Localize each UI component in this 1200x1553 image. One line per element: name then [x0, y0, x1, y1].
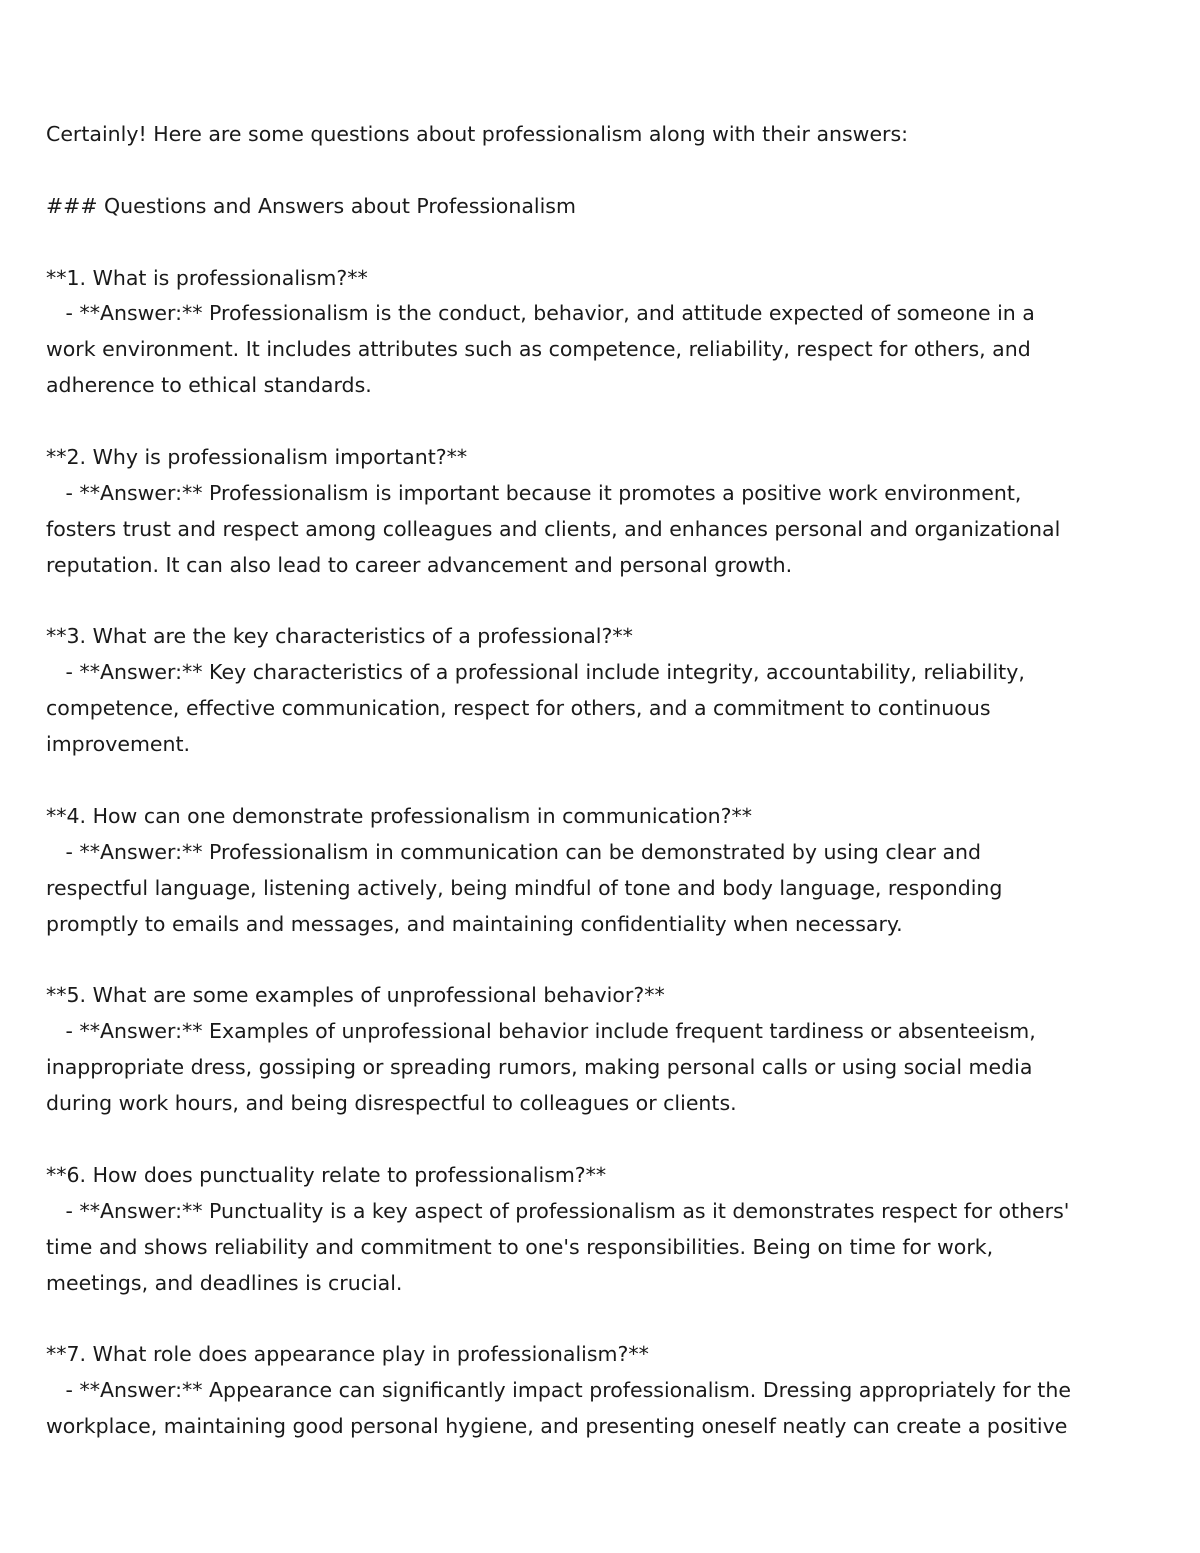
question-3: **3. What are the key characteristics of a professional?** [46, 624, 633, 649]
answer-3-line-2: competence, effective communication, respect for others, and a commitment to continuous [46, 696, 991, 721]
answer-6-line-2: time and shows reliability and commitment to one's responsibilities. Being on time for work, [46, 1234, 994, 1259]
question-6: **6. How does punctuality relate to professionalism?** [46, 1162, 607, 1187]
spacer [46, 225, 1158, 261]
answer-1-line-2: work environment. It includes attributes such as competence, reliability, respect for others, and [46, 337, 1031, 362]
answer-7-line-1: - **Answer:** Appearance can significantly impact professionalism. Dressing appropriately for the [46, 1378, 1071, 1403]
spacer [46, 153, 1158, 189]
spacer [46, 763, 1158, 799]
answer-1-line-1: - **Answer:** Professionalism is the conduct, behavior, and attitude expected of someone in a [46, 301, 1035, 326]
spacer [46, 1301, 1158, 1337]
question-5: **5. What are some examples of unprofessional behavior?** [46, 983, 665, 1008]
document-body [46, 117, 1158, 1445]
answer-7-line-2: workplace, maintaining good personal hygiene, and presenting oneself neatly can create a positive [46, 1414, 1068, 1439]
answer-2-line-1: - **Answer:** Professionalism is important because it promotes a positive work environment, [46, 480, 1022, 505]
answer-4-line-1: - **Answer:** Professionalism in communication can be demonstrated by using clear and [46, 839, 982, 864]
answer-2-line-2: fosters trust and respect among colleagues and clients, and enhances personal and organizational [46, 516, 1061, 541]
answer-5-line-1: - **Answer:** Examples of unprofessional behavior include frequent tardiness or absenteeism, [46, 1019, 1036, 1044]
answer-4-line-2: respectful language, listening actively, being mindful of tone and body language, responding [46, 875, 1003, 900]
answer-1-line-3: adherence to ethical standards. [46, 373, 372, 398]
section-heading: ### Questions and Answers about Professionalism [46, 193, 576, 218]
answer-5-line-2: inappropriate dress, gossiping or spreading rumors, making personal calls or using social media [46, 1055, 1033, 1080]
spacer [46, 1122, 1158, 1158]
spacer [46, 584, 1158, 620]
spacer [46, 404, 1158, 440]
spacer [46, 942, 1158, 978]
question-1: **1. What is professionalism?** [46, 265, 368, 290]
question-2: **2. Why is professionalism important?** [46, 445, 468, 470]
answer-6-line-1: - **Answer:** Punctuality is a key aspect of professionalism as it demonstrates respect for others' [46, 1198, 1070, 1223]
answer-3-line-1: - **Answer:** Key characteristics of a professional include integrity, accountability, reliability, [46, 660, 1025, 685]
question-7: **7. What role does appearance play in professionalism?** [46, 1342, 649, 1367]
intro-text: Certainly! Here are some questions about professionalism along with their answers: [46, 122, 909, 146]
answer-5-line-3: during work hours, and being disrespectful to colleagues or clients. [46, 1091, 737, 1116]
answer-6-line-3: meetings, and deadlines is crucial. [46, 1270, 403, 1295]
answer-2-line-3: reputation. It can also lead to career advancement and personal growth. [46, 552, 793, 577]
question-4: **4. How can one demonstrate professionalism in communication?** [46, 803, 753, 828]
answer-3-line-3: improvement. [46, 732, 191, 757]
answer-4-line-3: promptly to emails and messages, and maintaining confidentiality when necessary. [46, 911, 903, 936]
